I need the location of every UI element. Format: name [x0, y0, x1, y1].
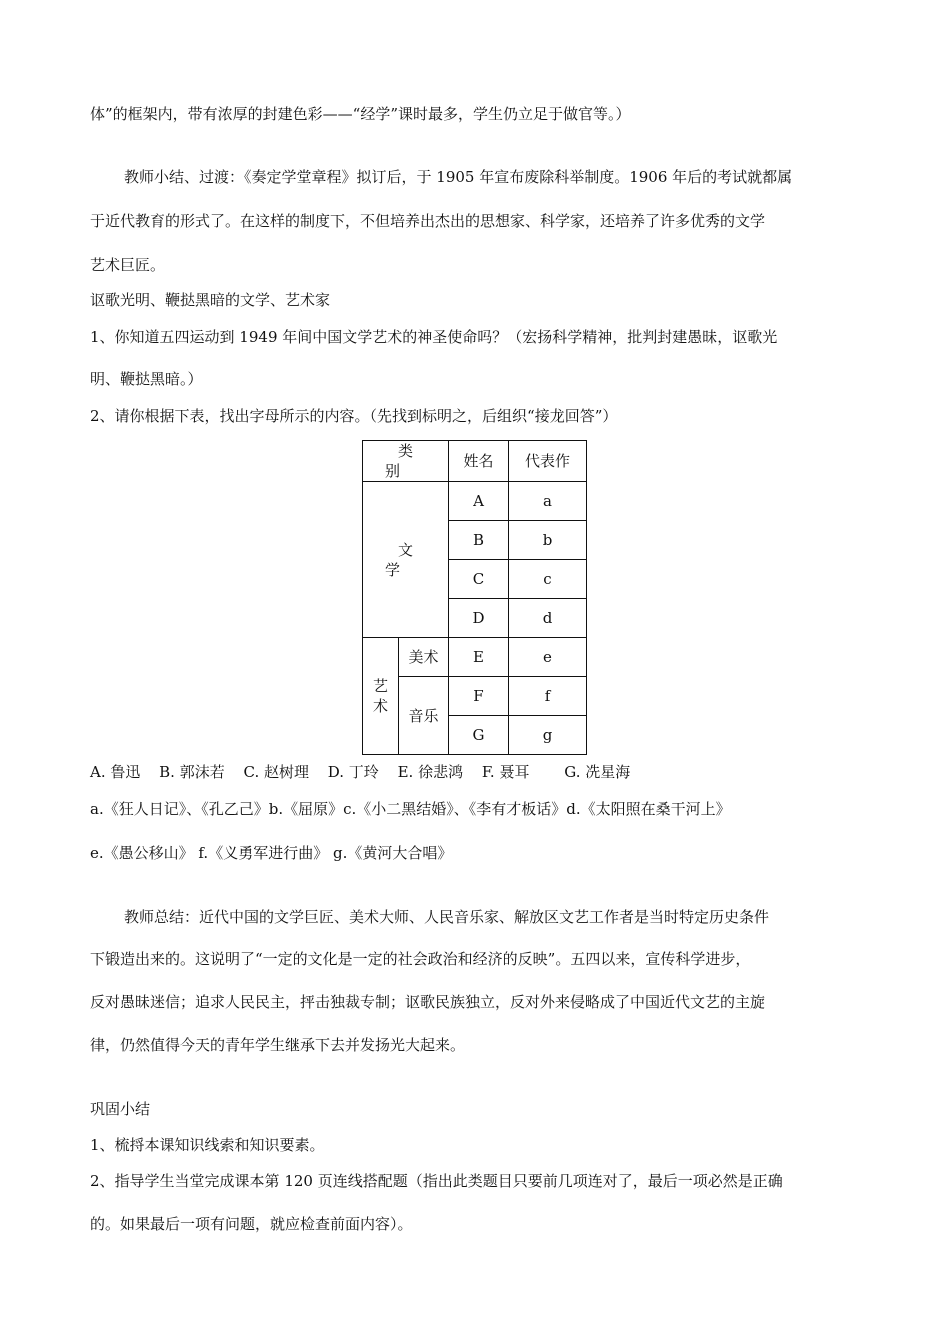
work-cell: c	[509, 560, 587, 599]
choice-item: C. 赵树理	[243, 763, 309, 781]
choice-item: F. 聂耳	[481, 763, 530, 781]
art-label-char-1: 艺	[372, 677, 388, 695]
section-heading: 讴歌光明、鞭挞黑暗的文学、艺术家	[90, 291, 331, 309]
consolidate-item-2-line-1: 2、指导学生当堂完成课本第 120 页连线搭配题（指出此类题目只要前几项连对了，最后一项必然是正确	[90, 1172, 783, 1190]
name-cell: G	[449, 716, 509, 755]
teacher-transition-line-2: 于近代教育的形式了。在这样的制度下，不但培养出杰出的思想家、科学家，还培养了许多优秀的文学	[90, 212, 766, 230]
art-label	[363, 638, 399, 755]
name-cell: C	[449, 560, 509, 599]
work-cell: g	[509, 716, 587, 755]
teacher-summary-line-3: 反对愚昧迷信；追求人民民主，抨击独裁专制；讴歌民族独立，反对外来侵略成了中国近代文艺的主旋	[90, 993, 766, 1011]
consolidate-item-2-line-2: 的。如果最后一项有问题，就应检查前面内容）。	[90, 1215, 413, 1233]
teacher-transition-line-1: 教师小结、过渡：《奏定学堂章程》拟订后，于 1905 年宣布废除科举制度。1906 年后的考试就都属	[124, 168, 793, 186]
writers-artists-table	[362, 440, 587, 755]
works-line-1: a.《狂人日记》、《孔乙己》b.《屈原》c.《小二黑结婚》、《李有才板话》d.《太阳照在桑干河上》	[90, 800, 731, 818]
teacher-transition-line-3: 艺术巨匠。	[90, 256, 166, 274]
name-cell: F	[449, 677, 509, 716]
choice-item: A. 鲁迅	[90, 763, 141, 781]
question-1-line-2: 明、鞭挞黑暗。）	[90, 370, 203, 388]
choice-item: B. 郭沫若	[159, 763, 225, 781]
teacher-summary-line-1: 教师总结：近代中国的文学巨匠、美术大师、人民音乐家、解放区文艺工作者是当时特定历史条件	[124, 908, 770, 926]
work-cell: b	[509, 521, 587, 560]
work-cell: f	[509, 677, 587, 716]
consolidate-item-1: 1、梳捋本课知识线索和知识要素。	[90, 1136, 325, 1154]
header-name: 姓名	[449, 441, 509, 482]
header-work: 代表作	[509, 441, 587, 482]
name-cell: A	[449, 482, 509, 521]
fine-art-label: 美术	[399, 638, 449, 677]
paragraph-1-line: 体”的框架内，带有浓厚的封建色彩——“经学”课时最多，学生仍立足于做官等。）	[90, 105, 631, 123]
choice-item: D. 丁玲	[327, 763, 379, 781]
question-2: 2、请你根据下表，找出字母所示的内容。（先找到标明之，后组织“接龙回答”）	[90, 407, 618, 425]
work-cell: e	[509, 638, 587, 677]
name-cell: D	[449, 599, 509, 638]
teacher-summary-line-4: 律，仍然值得今天的青年学生继承下去并发扬光大起来。	[90, 1036, 466, 1054]
music-label: 音乐	[399, 677, 449, 755]
people-choices	[90, 762, 644, 782]
works-line-2: e.《愚公移山》 f.《义勇军进行曲》 g.《黄河大合唱》	[90, 844, 453, 862]
literature-label: 文学	[363, 482, 449, 638]
teacher-summary-line-2: 下锻造出来的。这说明了“一定的文化是一定的社会政治和经济的反映”。五四以来，宣传科学进步，	[90, 950, 751, 968]
work-cell: d	[509, 599, 587, 638]
name-cell: E	[449, 638, 509, 677]
work-cell: a	[509, 482, 587, 521]
question-1-line-1: 1、你知道五四运动到 1949 年间中国文学艺术的神圣使命吗？（宏扬科学精神，批判封建愚昧，讴歌光	[90, 328, 778, 346]
art-label-char-2: 术	[372, 697, 388, 715]
choice-item: E. 徐悲鸿	[397, 763, 464, 781]
header-category: 类别	[363, 441, 449, 482]
name-cell: B	[449, 521, 509, 560]
consolidate-heading: 巩固小结	[90, 1100, 151, 1118]
choice-item: G. 冼星海	[564, 763, 631, 781]
